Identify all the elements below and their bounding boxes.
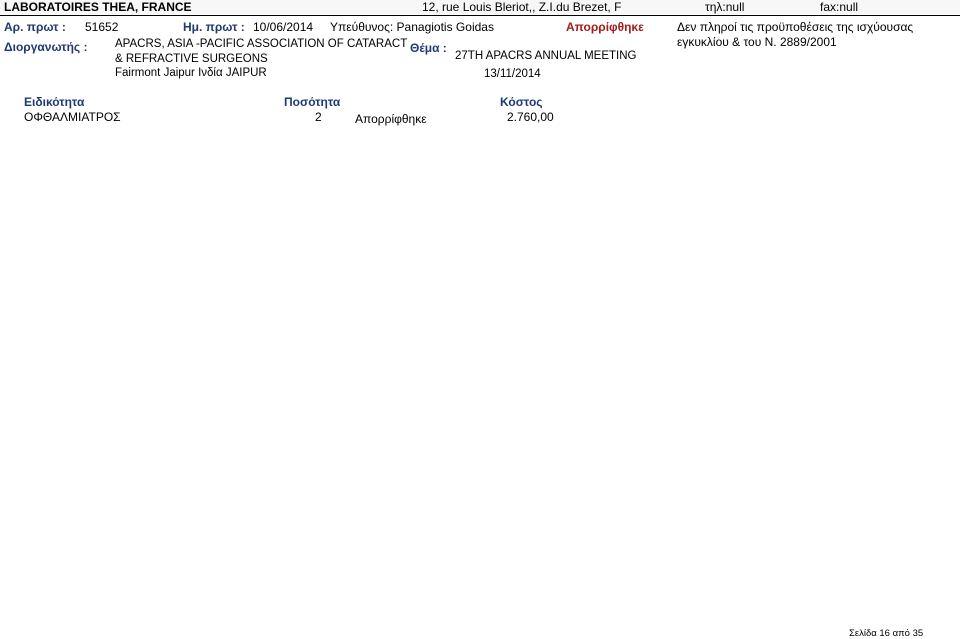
header-cost: Κόστος bbox=[500, 95, 543, 109]
company-name: LABORATOIRES THEA, FRANCE bbox=[4, 0, 192, 14]
header-divider bbox=[0, 15, 960, 16]
page-number: Σελίδα 16 από 35 bbox=[849, 628, 924, 639]
responsible-person: Υπεύθυνος: Panagiotis Goidas bbox=[330, 20, 494, 34]
date-label: Ημ. πρωτ : bbox=[183, 20, 245, 34]
organizer-name-line2: & REFRACTIVE SURGEONS bbox=[115, 53, 268, 65]
header-specialty: Ειδικότητα bbox=[24, 95, 85, 109]
row-status: Απορρίφθηκε bbox=[355, 112, 427, 126]
header-quantity: Ποσότητα bbox=[284, 95, 341, 109]
row-cost: 2.760,00 bbox=[507, 110, 554, 124]
topic-value: 27TH APACRS ANNUAL MEETING bbox=[455, 50, 637, 62]
topic-date: 13/11/2014 bbox=[484, 68, 541, 80]
rejection-reason-line2: εγκυκλίου & του Ν. 2889/2001 bbox=[677, 35, 837, 49]
company-phone: τηλ:null bbox=[705, 0, 745, 14]
organizer-label: Διοργανωτής : bbox=[4, 40, 88, 54]
topic-label: Θέμα : bbox=[410, 41, 447, 55]
company-address: 12, rue Louis Bleriot,, Z.I.du Brezet, F bbox=[422, 0, 622, 14]
protocol-value: 51652 bbox=[85, 20, 119, 34]
row-specialty: ΟΦΘΑΛΜΙΑΤΡΟΣ bbox=[24, 110, 121, 124]
date-value: 10/06/2014 bbox=[253, 20, 314, 34]
row-quantity: 2 bbox=[315, 110, 322, 124]
organizer-name-line1: APACRS, ASIA -PACIFIC ASSOCIATION OF CATARACT bbox=[115, 38, 408, 50]
rejection-reason-line1: Δεν πληροί τις προϋποθέσεις της ισχύουσας bbox=[677, 20, 914, 34]
company-fax: fax:null bbox=[820, 0, 859, 14]
protocol-label: Αρ. πρωτ : bbox=[4, 20, 66, 34]
status-label: Απορρίφθηκε bbox=[566, 20, 644, 34]
organizer-venue: Fairmont Jaipur Ινδία JAIPUR bbox=[115, 67, 267, 79]
